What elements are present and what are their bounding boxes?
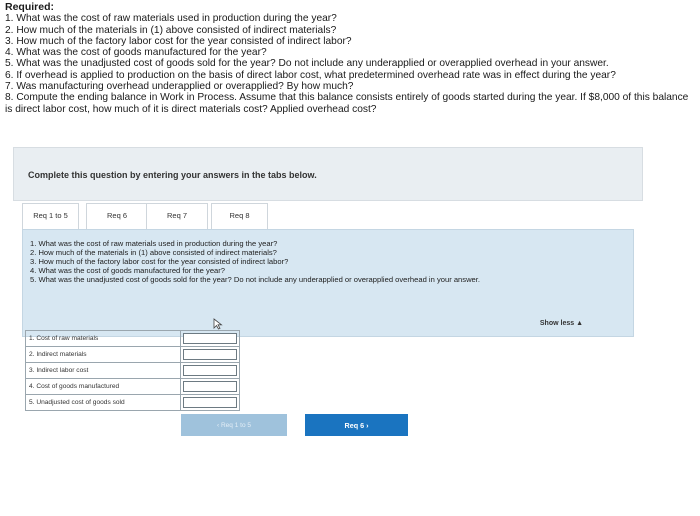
required-question-4: 4. What was the cost of goods manufactured for the year? bbox=[5, 47, 267, 59]
required-question-7: 7. Was manufacturing overhead underapplied or overapplied? By how much? bbox=[5, 81, 354, 93]
tab-req-8[interactable]: Req 8 bbox=[211, 203, 268, 230]
panel-question-5: 5. What was the unadjusted cost of goods sold for the year? Do not include any underapplied or overapplied overhead in your answer. bbox=[30, 274, 480, 284]
required-section bbox=[5, 2, 695, 115]
required-question-6: 6. If overhead is applied to production on the basis of direct labor cost, what predetermined overhead rate was in effect during the year? bbox=[5, 69, 616, 81]
indirect-materials-input[interactable] bbox=[183, 349, 237, 360]
answer-label: 2. Indirect materials bbox=[26, 347, 181, 363]
answer-label: 3. Indirect labor cost bbox=[26, 363, 181, 379]
required-question-8: 8. Compute the ending balance in Work in Process. Assume that this balance consists entirely of goods started during the year. If $8,000 of this balance is direct labor cost, how much of it is direct materials cost? Applied overhead cost? bbox=[5, 92, 689, 115]
cost-of-raw-materials-input[interactable] bbox=[183, 333, 237, 344]
answer-row bbox=[26, 347, 240, 363]
unadjusted-cogs-input[interactable] bbox=[183, 397, 237, 408]
instruction-box bbox=[13, 147, 643, 201]
next-tab-button[interactable]: Req 6 › bbox=[305, 414, 408, 436]
required-question-5: 5. What was the unadjusted cost of goods sold for the year? Do not include any underapplied or overapplied overhead in your answer. bbox=[5, 58, 609, 70]
required-question-1: 1. What was the cost of raw materials used in production during the year? bbox=[5, 13, 337, 25]
indirect-labor-cost-input[interactable] bbox=[183, 365, 237, 376]
cost-of-goods-manufactured-input[interactable] bbox=[183, 381, 237, 392]
tab-req-7[interactable]: Req 7 bbox=[146, 203, 208, 230]
tab-panel bbox=[22, 229, 634, 337]
answer-label: 4. Cost of goods manufactured bbox=[26, 379, 181, 395]
prev-tab-button[interactable]: ‹ Req 1 to 5 bbox=[181, 414, 287, 436]
required-question-3: 3. How much of the factory labor cost for the year consisted of indirect labor? bbox=[5, 35, 352, 47]
answer-row bbox=[26, 331, 240, 347]
answer-label: 1. Cost of raw materials bbox=[26, 331, 181, 347]
panel-question-2: 2. How much of the materials in (1) above consisted of indirect materials? bbox=[30, 247, 277, 257]
answer-table bbox=[25, 330, 240, 411]
tab-req-6[interactable]: Req 6 bbox=[86, 203, 148, 230]
required-heading: Required: bbox=[5, 1, 55, 13]
answer-row bbox=[26, 363, 240, 379]
panel-questions bbox=[30, 240, 625, 285]
show-less-link[interactable]: Show less ▲ bbox=[539, 320, 583, 327]
required-question-2: 2. How much of the materials in (1) above consisted of indirect materials? bbox=[5, 24, 337, 36]
answer-row bbox=[26, 395, 240, 411]
tab-req-1-to-5[interactable]: Req 1 to 5 bbox=[22, 203, 79, 230]
instruction-text: Complete this question by entering your answers in the tabs below. bbox=[28, 170, 317, 180]
panel-question-4: 4. What was the cost of goods manufactured for the year? bbox=[30, 265, 226, 275]
panel-question-1: 1. What was the cost of raw materials used in production during the year? bbox=[30, 239, 278, 248]
mouse-cursor-icon bbox=[213, 318, 223, 330]
panel-question-3: 3. How much of the factory labor cost for the year consisted of indirect labor? bbox=[30, 256, 289, 266]
answer-label: 5. Unadjusted cost of goods sold bbox=[26, 395, 181, 411]
answer-row bbox=[26, 379, 240, 395]
